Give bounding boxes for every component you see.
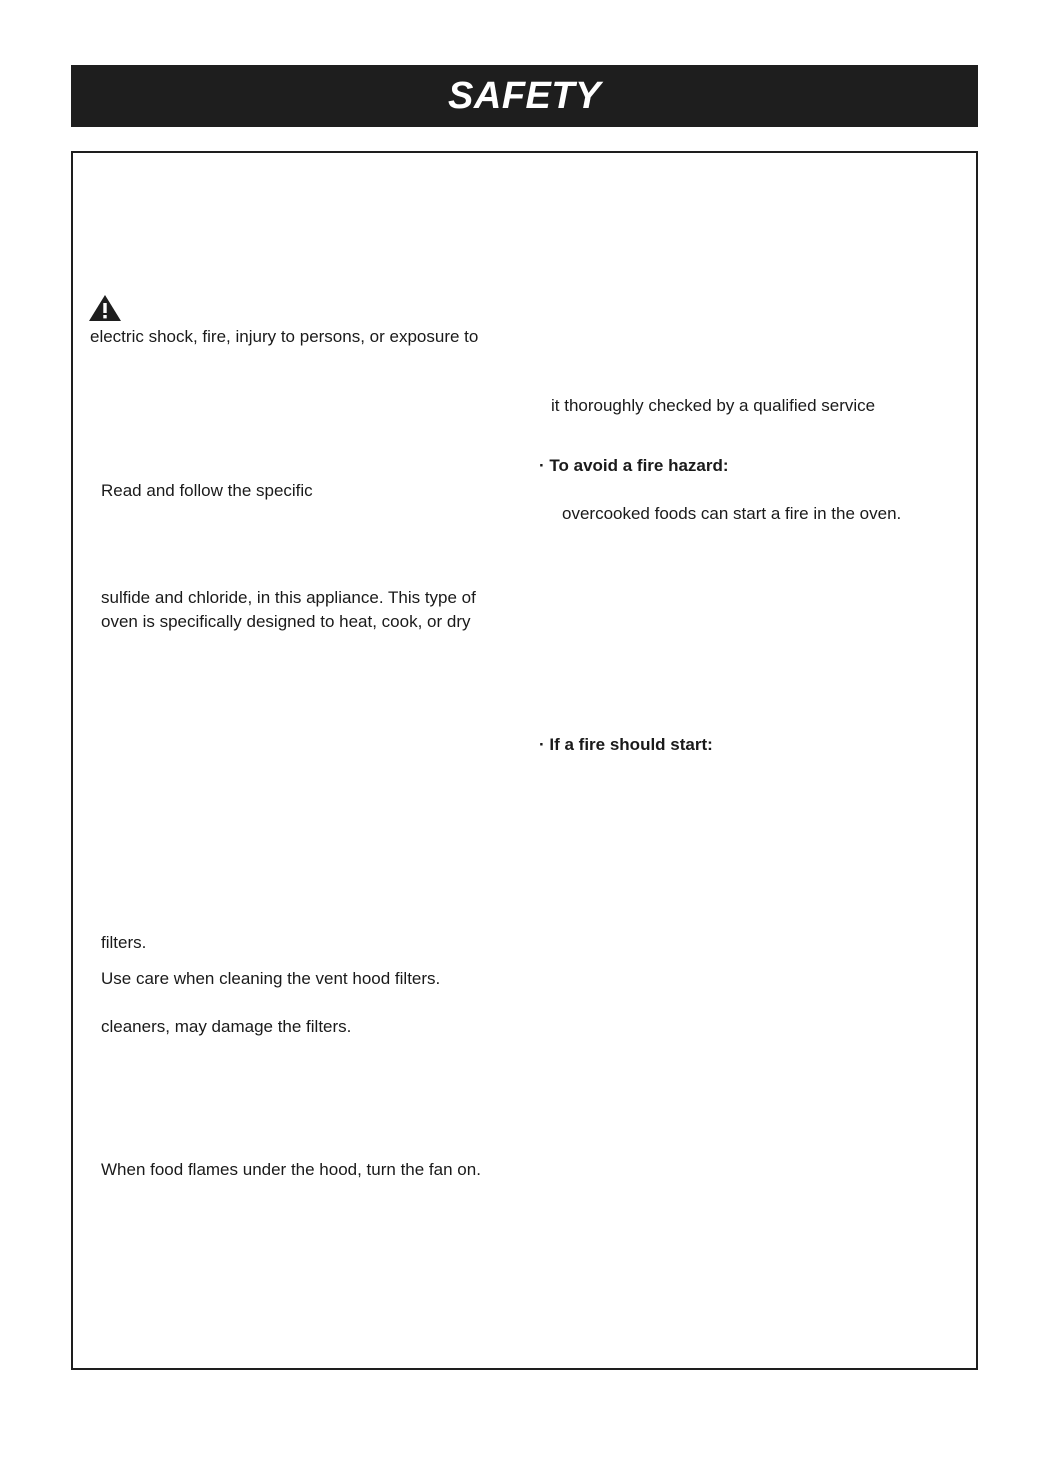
fire-hazard-heading: · To avoid a fire hazard: [539, 456, 729, 475]
fire-start-heading: · If a fire should start: [539, 735, 713, 754]
left-text-line: Use care when cleaning the vent hood filters. [101, 969, 441, 988]
left-text-line: sulfide and chloride, in this appliance. This type of [101, 588, 476, 607]
right-text-line: overcooked foods can start a fire in the oven. [562, 504, 902, 523]
warning-triangle-icon [88, 294, 122, 322]
left-text-line: oven is specifically designed to heat, cook, or dry [101, 612, 471, 631]
left-text-line: filters. [101, 933, 147, 952]
right-text-line: it thoroughly checked by a qualified service [551, 396, 876, 415]
section-header [71, 65, 978, 127]
left-text-line: cleaners, may damage the filters. [101, 1017, 352, 1036]
left-text-line: When food flames under the hood, turn the fan on. [101, 1160, 481, 1179]
left-text-line: electric shock, fire, injury to persons, or exposure to [90, 327, 479, 346]
page-title: SAFETY [448, 74, 601, 117]
left-text-line: Read and follow the specific [101, 481, 313, 500]
